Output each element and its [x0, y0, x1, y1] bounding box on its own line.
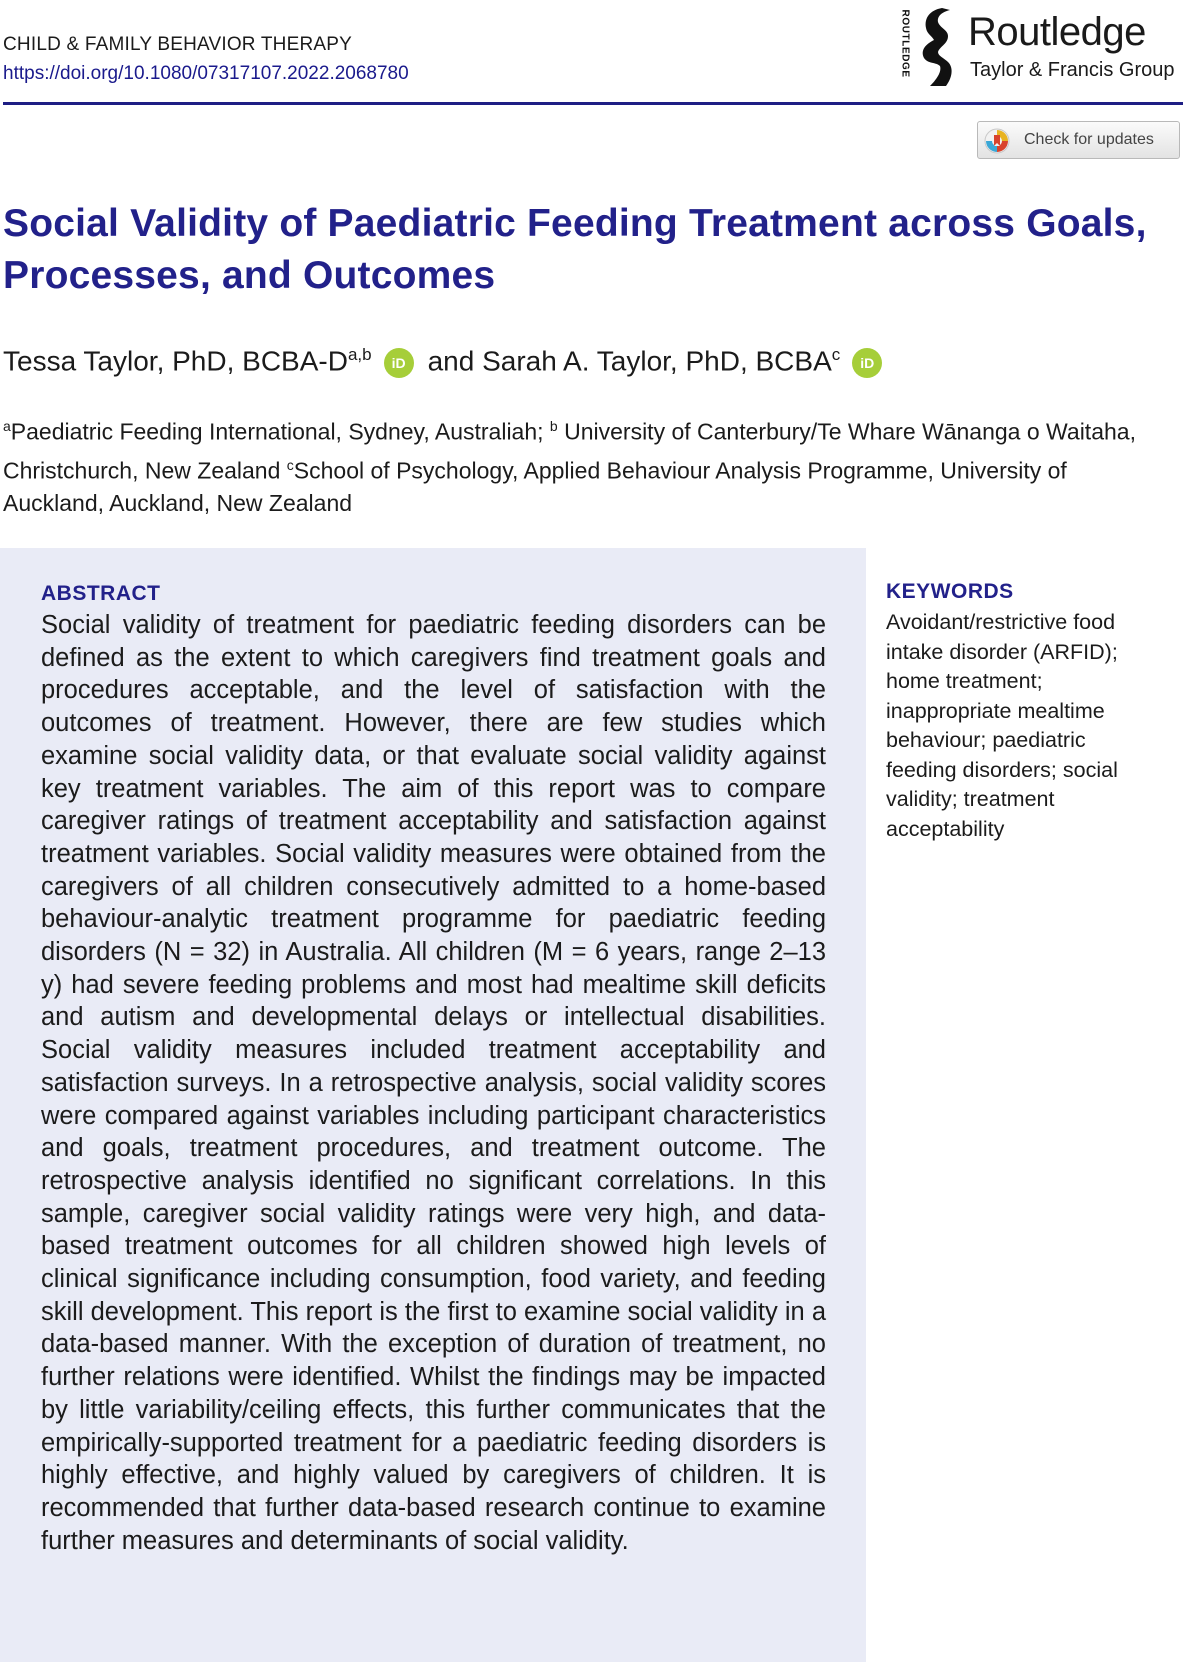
keywords-text: Avoidant/restrictive food intake disorder (ARFID); home treatment; inappropriate mealtime behaviour; paediatric feeding disorders; social validity; treatment acceptability: [886, 610, 1118, 841]
article-title: Social Validity of Paediatric Feeding Treatment across Goals, Processes, and Outcomes: [3, 202, 1147, 297]
affil-mark: a: [3, 418, 11, 434]
affil-text: Paediatric Feeding International, Sydney, Australiah;: [10, 418, 550, 445]
author-name: Sarah A. Taylor, PhD, BCBA: [482, 345, 832, 377]
affil-mark: c: [286, 456, 294, 473]
affil-text: School of Psychology, Applied Behaviour Analysis Programme, University of Auckland, Auckland, New Zealand: [3, 457, 1067, 517]
affil-text: University of Canterbury/Te Whare Wānanga o Waitaha, Christchurch, New Zealand: [3, 418, 1136, 484]
logo-side-wordmark: ROUTLEDGE: [899, 9, 911, 78]
routledge-head-icon: [912, 6, 958, 88]
abstract-text: Social validity of treatment for paediatric feeding disorders can be defined as the extent to which caregivers find treatment goals and procedures acceptable, and the level of satisfaction with the outcomes of treatment. However, there are few studies which examine social validity data, or that evaluate social validity against key treatment variables. The aim of this report was to compare caregiver ratings of treatment acceptability and satisfaction against treatment variables. Social validity measures were obtained from the caregivers of all children consecutively admitted to a home-based behaviour-analytic treatment programme for paediatric feeding disorders (N = 32) in Australia. All children (M = 6 years, range 2–13 y) had severe feeding problems and most had mealtime skill deficits and autism and developmental delays or intellectual disabilities. Social validity measures included treatment acceptability and satisfaction surveys. In a retrospective analysis, social validity scores were compared against variables including participant characteristics and goals, treatment procedures, and treatment outcome. The retrospective analysis identified no significant correlations. In this sample, caregiver social validity ratings were very high, and data-based treatment outcomes for all children showed high levels of clinical significance including consumption, food variety, and feeding skill development. This report is the first to examine social validity in a data-based manner. With the exception of duration of treatment, no further relations were identified. Whilst the findings may be impacted by little variability/ceiling effects, this further communicates that the empirically-supported treatment for a paediatric feeding disorders is highly effective, and highly valued by caregivers of children. It is recommended that further data-based research continue to examine further measures and determinants of social validity.: [41, 611, 826, 1555]
author-affil-mark: a,b: [347, 345, 372, 364]
logo-name: Routledge: [968, 10, 1146, 54]
publisher-logo[interactable]: [898, 4, 1184, 88]
affiliations: [3, 410, 1153, 520]
author-line: [3, 345, 896, 378]
doi-link[interactable]: https://doi.org/10.1080/07317107.2022.2068780: [3, 63, 409, 84]
author-affil-mark: c: [831, 345, 841, 364]
author-joiner: and: [427, 345, 475, 377]
header-rule: [3, 102, 1183, 105]
abstract-heading: ABSTRACT: [41, 582, 161, 605]
orcid-icon[interactable]: iD: [384, 348, 414, 378]
affil-mark: b: [549, 418, 558, 434]
check-for-updates-button[interactable]: [977, 121, 1180, 159]
orcid-icon[interactable]: iD: [852, 348, 882, 378]
journal-name: CHILD & FAMILY BEHAVIOR THERAPY: [3, 34, 352, 55]
author-name: Tessa Taylor, PhD, BCBA-D: [3, 345, 348, 377]
check-updates-icon: [984, 128, 1010, 154]
logo-group: Taylor & Francis Group: [970, 59, 1175, 81]
keywords-heading: KEYWORDS: [886, 580, 1014, 603]
check-for-updates-label: Check for updates: [1024, 131, 1154, 148]
